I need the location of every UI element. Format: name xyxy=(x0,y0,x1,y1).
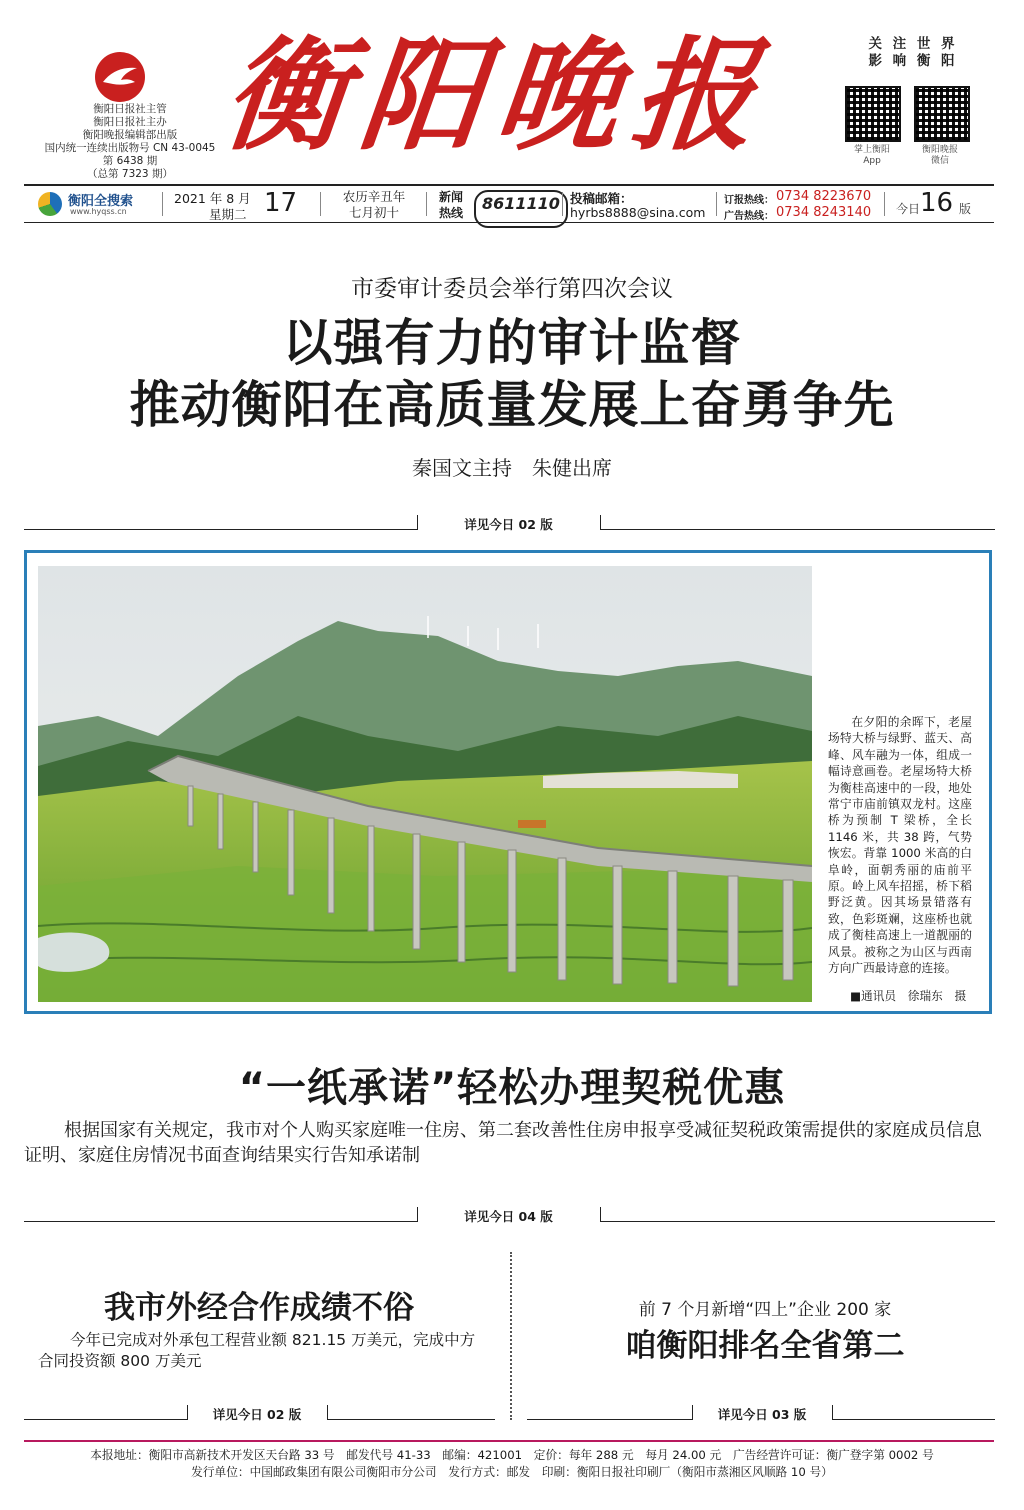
story1-headline[interactable] xyxy=(0,312,1024,436)
search-portal-logo-icon xyxy=(38,192,62,216)
weekday: 星期二 xyxy=(209,207,247,222)
slogan xyxy=(858,36,968,70)
publisher-line: 衡阳日报社主办 xyxy=(93,116,167,128)
mail-label: 投稿邮箱： xyxy=(570,191,633,206)
story4-see-page-line xyxy=(527,1404,994,1420)
photo-caption xyxy=(828,714,972,977)
total-issue-number: （总第 7323 期） xyxy=(87,168,173,180)
publisher-info xyxy=(30,103,230,181)
hotline-label-line: 新闻 xyxy=(439,190,464,204)
footer-rule xyxy=(24,1440,994,1442)
lunar-year: 农历辛丑年 xyxy=(342,189,406,204)
issue-number: 第 6438 期 xyxy=(102,155,158,167)
story2-see-page-line xyxy=(24,1206,994,1222)
newspaper-title xyxy=(217,20,815,180)
photo-credit: ■通讯员 徐瑞东 摄 xyxy=(850,989,967,1003)
bridge-landscape-photo[interactable] xyxy=(38,566,812,1002)
story1-kicker: 市委审计委员会举行第四次会议 xyxy=(351,276,673,302)
app-qr-code-icon xyxy=(845,86,901,142)
info-bar-divider xyxy=(716,192,717,216)
story3-see-page[interactable]: 详见今日 02 版 xyxy=(212,1407,302,1422)
story1-see-page[interactable]: 详见今日 02 版 xyxy=(464,517,553,532)
wechat-qr-caption xyxy=(910,145,970,167)
mail-address: hyrbs8888@sina.com xyxy=(570,205,706,220)
date-year-month: 2021 年 8 月 xyxy=(174,191,251,206)
info-bar-divider xyxy=(426,192,427,216)
info-bar xyxy=(24,184,994,223)
qr-caption-line: 微信 xyxy=(930,156,949,166)
story1-see-page-line xyxy=(24,514,994,530)
story4-kicker: 前 7 个月新增“四上”企业 200 家 xyxy=(638,1300,892,1320)
slogan-line: 关 注 世 界 xyxy=(868,36,958,52)
page-count-unit: 版 xyxy=(959,202,972,216)
info-bar-divider xyxy=(562,192,563,216)
rule-right xyxy=(832,1405,995,1420)
page-count: 16 xyxy=(920,188,954,218)
photo-caption-text: 在夕阳的余晖下，老屋场特大桥与绿野、蓝天、高峰、风车融为一体，组成一幅诗意画卷。老屋场特大桥为衡桂高速中的一段，地处常宁市庙前镇双龙村。这座桥为预制 T 梁桥，全长 1146 米，共 38 跨，气势恢宏。背靠 1000 米高的白阜岭，面朝秀丽的庙前平原。岭上风车招摇，桥下稻野泛黄。因其场景错落有致，色彩斑斓，这座桥也就成了衡桂高速上一道靓丽的风景。被称之为山区与西南方向广西最诗意的连接。 xyxy=(828,715,972,976)
story4-headline[interactable]: 咱衡阳排名全省第二 xyxy=(625,1328,905,1364)
column-divider xyxy=(510,1252,512,1420)
hotline-number: 8611110 xyxy=(474,190,568,228)
story1-subline: 秦国文主持 朱健出席 xyxy=(412,456,612,480)
story1-headline-line: 以强有力的审计监督 xyxy=(282,314,742,372)
today-label: 今日 xyxy=(896,202,921,216)
slogan-line: 影 响 衡 阳 xyxy=(868,53,958,69)
publisher-line: 衡阳日报社主管 xyxy=(93,103,167,115)
subscribe-label: 订报热线： xyxy=(724,195,774,206)
wechat-qr-code-icon xyxy=(914,86,970,142)
story2-body: 根据国家有关规定，我市对个人购买家庭唯一住房、第二套改善性住房申报享受减征契税政策需提供的家庭成员信息证明、家庭住房情况书面查询结果实行告知承诺制 xyxy=(24,1120,982,1166)
rule-right xyxy=(600,515,995,530)
info-bar-divider xyxy=(884,192,885,216)
qr-caption-line: 掌上衡阳 xyxy=(853,145,890,155)
story3-headline[interactable]: 我市外经合作成绩不俗 xyxy=(104,1290,414,1326)
footer-address-line: 本报地址：衡阳市高新技术开发区天台路 33 号 邮发代号 41-33 邮编：421001 定价：每年 288 元 每月 24.00 元 广告经营许可证：衡广登字第 0002 号 xyxy=(90,1448,934,1462)
lunar-day: 七月初十 xyxy=(348,205,399,220)
newspaper-bird-logo-icon xyxy=(95,52,145,102)
story4-see-page[interactable]: 详见今日 03 版 xyxy=(717,1407,807,1422)
rule-left xyxy=(527,1405,693,1420)
story3-see-page-line xyxy=(24,1404,494,1420)
info-bar-divider xyxy=(162,192,163,216)
search-portal-url: www.hyqss.cn xyxy=(70,207,127,216)
rule-left xyxy=(24,1405,188,1420)
search-portal-name: 衡阳全搜索 xyxy=(68,194,134,209)
qr-caption-line: App xyxy=(863,156,881,166)
hotline-label-line: 热线 xyxy=(439,206,464,220)
ad-tel: 0734 8243140 xyxy=(776,205,872,220)
story2-see-page[interactable]: 详见今日 04 版 xyxy=(464,1209,553,1224)
newspaper-title-text: 衡阳晚报 xyxy=(217,23,777,167)
rule-left xyxy=(24,515,418,530)
footer-distribution-line: 发行单位：中国邮政集团有限公司衡阳市分公司 发行方式：邮发 印刷：衡阳日报社印刷厂（衡阳市蒸湘区风顺路 10 号） xyxy=(191,1465,833,1479)
publisher-line: 国内统一连续出版物号 CN 43-0045 xyxy=(44,142,216,154)
hotline-label xyxy=(439,189,463,219)
date-day: 17 xyxy=(264,188,298,218)
lunar-date xyxy=(339,189,409,219)
rule-right xyxy=(600,1207,995,1222)
rule-left xyxy=(24,1207,418,1222)
qr-caption-line: 衡阳晚报 xyxy=(921,145,958,155)
subscribe-tel: 0734 8223670 xyxy=(776,189,872,204)
rule-right xyxy=(327,1405,495,1420)
publisher-line: 衡阳晚报编辑部出版 xyxy=(82,129,178,141)
app-qr-caption xyxy=(842,145,902,167)
info-bar-divider xyxy=(320,192,321,216)
story3-body: 今年已完成对外承包工程营业额 821.15 万美元，完成中方合同投资额 800 万美元 xyxy=(38,1331,476,1370)
story2-headline[interactable]: “一纸承诺”轻松办理契税优惠 xyxy=(238,1065,786,1111)
ad-label: 广告热线： xyxy=(724,211,774,222)
story1-headline-line: 推动衡阳在高质量发展上奋勇争先 xyxy=(129,376,895,434)
